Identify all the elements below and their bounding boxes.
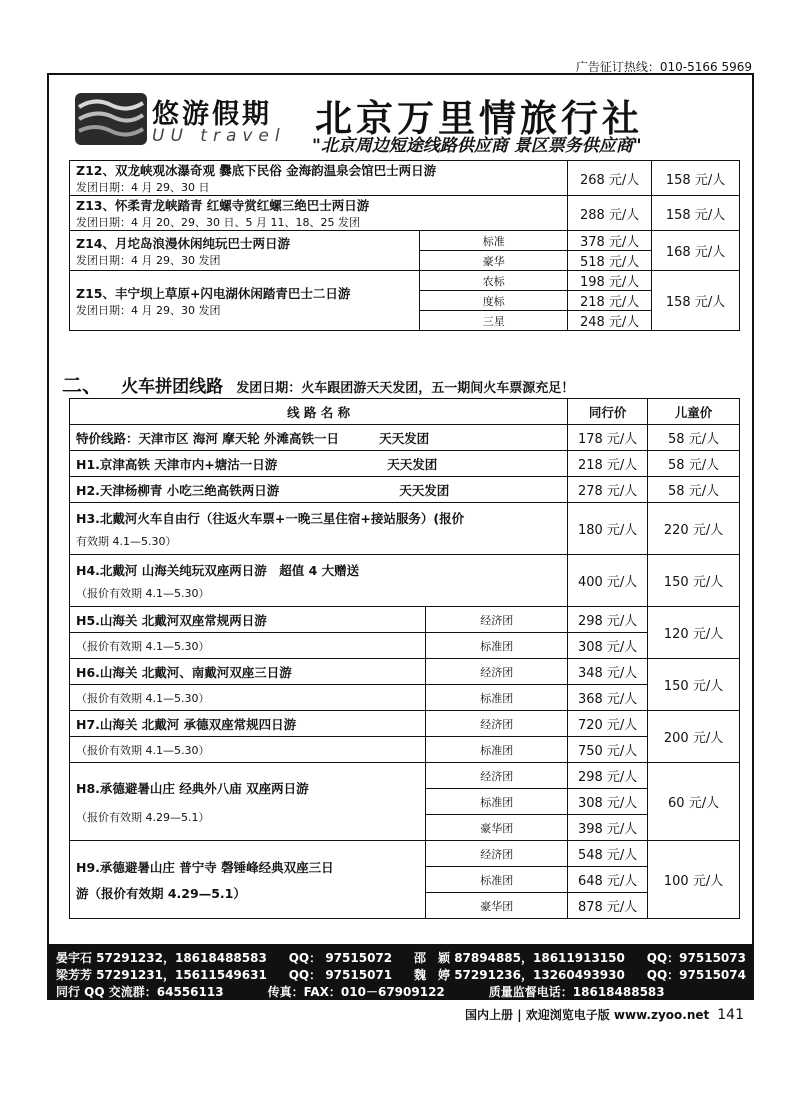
table-row (70, 841, 740, 867)
route-depart: 天天发团 (387, 456, 438, 472)
route-name: Z14、月坨岛浪漫休闲纯玩巴士两日游 (76, 235, 290, 251)
price-cell: 198 元/人 (568, 271, 652, 291)
route-cell (70, 763, 426, 841)
price-cell: 278 元/人 (568, 477, 648, 503)
contact-line (56, 949, 746, 966)
child-price-cell: 60 元/人 (648, 763, 740, 841)
price-cell: 218 元/人 (568, 291, 652, 311)
option-level: 标准团 (426, 685, 568, 711)
contact-qq: QQ： 97515071 (288, 968, 393, 982)
page-number: 141 (717, 1007, 744, 1023)
page-footer (465, 1006, 744, 1023)
option-level: 豪华团 (426, 893, 568, 919)
route-name: H5.山海关 北戴河双座常规两日游 (70, 607, 426, 633)
contact-qq: QQ：97515073 (646, 951, 746, 965)
route-cell (70, 271, 420, 331)
header-child: 儿童价 (648, 399, 740, 425)
child-price-cell: 168 元/人 (652, 231, 740, 271)
table-row (70, 659, 740, 685)
route-validity: 游（报价有效期 4.29—5.1） (76, 885, 246, 901)
route-name: H2.天津杨柳青 小吃三绝高铁两日游 (76, 482, 280, 498)
table-header-row (70, 399, 740, 425)
table-row (70, 607, 740, 633)
section-note: 发团日期：火车跟团游天天发团，五一期间火车票源充足！ (236, 381, 575, 396)
option-level: 农标 (420, 271, 568, 291)
table-row (70, 425, 740, 451)
price-cell: 378 元/人 (568, 231, 652, 251)
child-price-cell: 100 元/人 (648, 841, 740, 919)
route-dates: 发团日期：4 月 20、29、30 日、5 月 11、18、25 发团 (76, 216, 360, 229)
contact-bar (47, 944, 754, 1000)
child-price-cell: 120 元/人 (648, 607, 740, 659)
table-row (70, 271, 740, 291)
route-dates: 发团日期：4 月 29、30 日 (76, 181, 210, 194)
price-cell: 248 元/人 (568, 311, 652, 331)
price-cell: 348 元/人 (568, 659, 648, 685)
child-price-cell: 58 元/人 (648, 425, 740, 451)
price-cell: 218 元/人 (568, 451, 648, 477)
price-cell: 308 元/人 (568, 789, 648, 815)
route-cell (70, 841, 426, 919)
option-level: 经济团 (426, 711, 568, 737)
table-row (70, 763, 740, 789)
route-name: H7.山海关 北戴河 承德双座常规四日游 (70, 711, 426, 737)
price-cell: 180 元/人 (568, 503, 648, 555)
route-depart: 天天发团 (399, 482, 450, 498)
contact-qq: QQ： 97515072 (288, 951, 393, 965)
route-validity: （报价有效期 4.1—5.30） (70, 685, 426, 711)
route-cell (70, 425, 568, 451)
route-validity: 有效期 4.1—5.30） (76, 534, 177, 548)
price-cell: 298 元/人 (568, 607, 648, 633)
contact-line (56, 966, 746, 983)
route-cell (70, 161, 568, 196)
agency-slogan: "北京周边短途线路供应商 景区票务供应商" (312, 136, 642, 156)
table-row (70, 685, 740, 711)
route-validity: （报价有效期 4.29—5.1） (76, 810, 210, 824)
child-price-cell: 150 元/人 (648, 659, 740, 711)
option-level: 标准团 (426, 633, 568, 659)
table-row (70, 737, 740, 763)
bus-tours-table (69, 160, 740, 331)
option-level: 经济团 (426, 659, 568, 685)
route-name: 特价线路：天津市区 海河 摩天轮 外滩高铁一日 (76, 430, 340, 446)
contact-person: 魏 婷 57291236，13260493930 (414, 968, 625, 982)
route-name: H9.承德避暑山庄 普宁寺 磬锤峰经典双座三日 (76, 859, 334, 875)
child-price-cell: 150 元/人 (648, 555, 740, 607)
fax-number: 传真：FAX：010－67909122 (267, 985, 445, 999)
child-price-cell: 158 元/人 (652, 271, 740, 331)
option-level: 度标 (420, 291, 568, 311)
route-dates: 发团日期：4 月 29、30 发团 (76, 303, 221, 317)
agency-name: 北京万里情旅行社 (315, 97, 643, 140)
price-cell: 750 元/人 (568, 737, 648, 763)
option-level: 豪华 (420, 251, 568, 271)
route-name: H1.京津高铁 天津市内+塘沽一日游 (76, 456, 278, 472)
table-row (70, 231, 740, 251)
price-cell: 178 元/人 (568, 425, 648, 451)
header-price: 同行价 (568, 399, 648, 425)
child-price-cell: 58 元/人 (648, 477, 740, 503)
child-price-cell: 58 元/人 (648, 451, 740, 477)
price-cell: 308 元/人 (568, 633, 648, 659)
route-cell (70, 555, 568, 607)
brand-chinese: 悠游假期 (152, 99, 272, 130)
contact-line (56, 983, 746, 1000)
price-cell: 268 元/人 (568, 161, 652, 196)
price-cell: 648 元/人 (568, 867, 648, 893)
child-price-cell: 158 元/人 (652, 196, 740, 231)
option-level: 经济团 (426, 841, 568, 867)
ad-hotline: 广告征订热线：010-5166 5969 (575, 60, 752, 74)
price-cell: 720 元/人 (568, 711, 648, 737)
route-validity: （报价有效期 4.1—5.30） (76, 586, 210, 600)
table-row (70, 451, 740, 477)
brand-english: UU travel (152, 126, 286, 146)
footer-text: 国内上册 | 欢迎浏览电子版 www.zyoo.net (465, 1008, 710, 1022)
price-cell: 298 元/人 (568, 763, 648, 789)
table-row (70, 711, 740, 737)
supervision-phone: 质量监督电话：18618488583 (488, 985, 665, 999)
option-level: 经济团 (426, 763, 568, 789)
option-level: 标准团 (426, 737, 568, 763)
child-price-cell: 158 元/人 (652, 161, 740, 196)
route-name: Z13、怀柔青龙峡踏青 红螺寺赏红螺三绝巴士两日游 (76, 198, 370, 213)
option-level: 标准 (420, 231, 568, 251)
price-cell: 548 元/人 (568, 841, 648, 867)
route-name: H4.北戴河 山海关纯玩双座两日游 超值 4 大赠送 (76, 562, 360, 578)
route-validity: （报价有效期 4.1—5.30） (70, 633, 426, 659)
price-cell: 288 元/人 (568, 196, 652, 231)
price-cell: 398 元/人 (568, 815, 648, 841)
route-cell (70, 196, 568, 231)
price-cell: 368 元/人 (568, 685, 648, 711)
contact-person: 晏宇石 57291232，18618488583 (56, 951, 267, 965)
route-name: H3.北戴河火车自由行（往返火车票+一晚三星住宿+接站服务）(报价 (76, 510, 465, 526)
section-heading (62, 369, 574, 398)
route-name: H8.承德避暑山庄 经典外八庙 双座两日游 (76, 780, 309, 796)
option-level: 标准团 (426, 867, 568, 893)
price-cell: 400 元/人 (568, 555, 648, 607)
route-name: Z15、丰宁坝上草原+闪电湖休闲踏青巴士二日游 (76, 285, 351, 301)
child-price-cell: 220 元/人 (648, 503, 740, 555)
route-name: H6.山海关 北戴河、南戴河双座三日游 (70, 659, 426, 685)
route-dates: 发团日期：4 月 29、30 发团 (76, 253, 221, 267)
contact-qq: QQ：97515074 (646, 968, 746, 982)
route-validity: （报价有效期 4.1—5.30） (70, 737, 426, 763)
train-tours-table (69, 398, 740, 919)
child-price-cell: 200 元/人 (648, 711, 740, 763)
table-row (70, 555, 740, 607)
option-level: 经济团 (426, 607, 568, 633)
route-cell (70, 503, 568, 555)
option-level: 三星 (420, 311, 568, 331)
section-number: 二、 (62, 373, 102, 397)
header-route: 线 路 名 称 (70, 399, 568, 425)
contact-person: 邵 颖 87894885，18611913150 (414, 951, 625, 965)
table-row (70, 633, 740, 659)
route-name: Z12、双龙峡观冰瀑奇观 爨底下民俗 金海韵温泉会馆巴士两日游 (76, 163, 437, 178)
price-cell: 878 元/人 (568, 893, 648, 919)
route-cell (70, 451, 568, 477)
route-cell (70, 477, 568, 503)
table-row (70, 477, 740, 503)
section-title: 火车拼团线路 (121, 377, 224, 397)
table-row (70, 503, 740, 555)
route-depart: 天天发团 (379, 430, 430, 446)
contact-person: 梁芳芳 57291231，15611549631 (56, 968, 267, 982)
option-level: 标准团 (426, 789, 568, 815)
qq-group: 同行 QQ 交流群：64556113 (56, 985, 224, 999)
price-cell: 518 元/人 (568, 251, 652, 271)
option-level: 豪华团 (426, 815, 568, 841)
route-cell (70, 231, 420, 271)
wave-logo-icon (75, 93, 147, 145)
